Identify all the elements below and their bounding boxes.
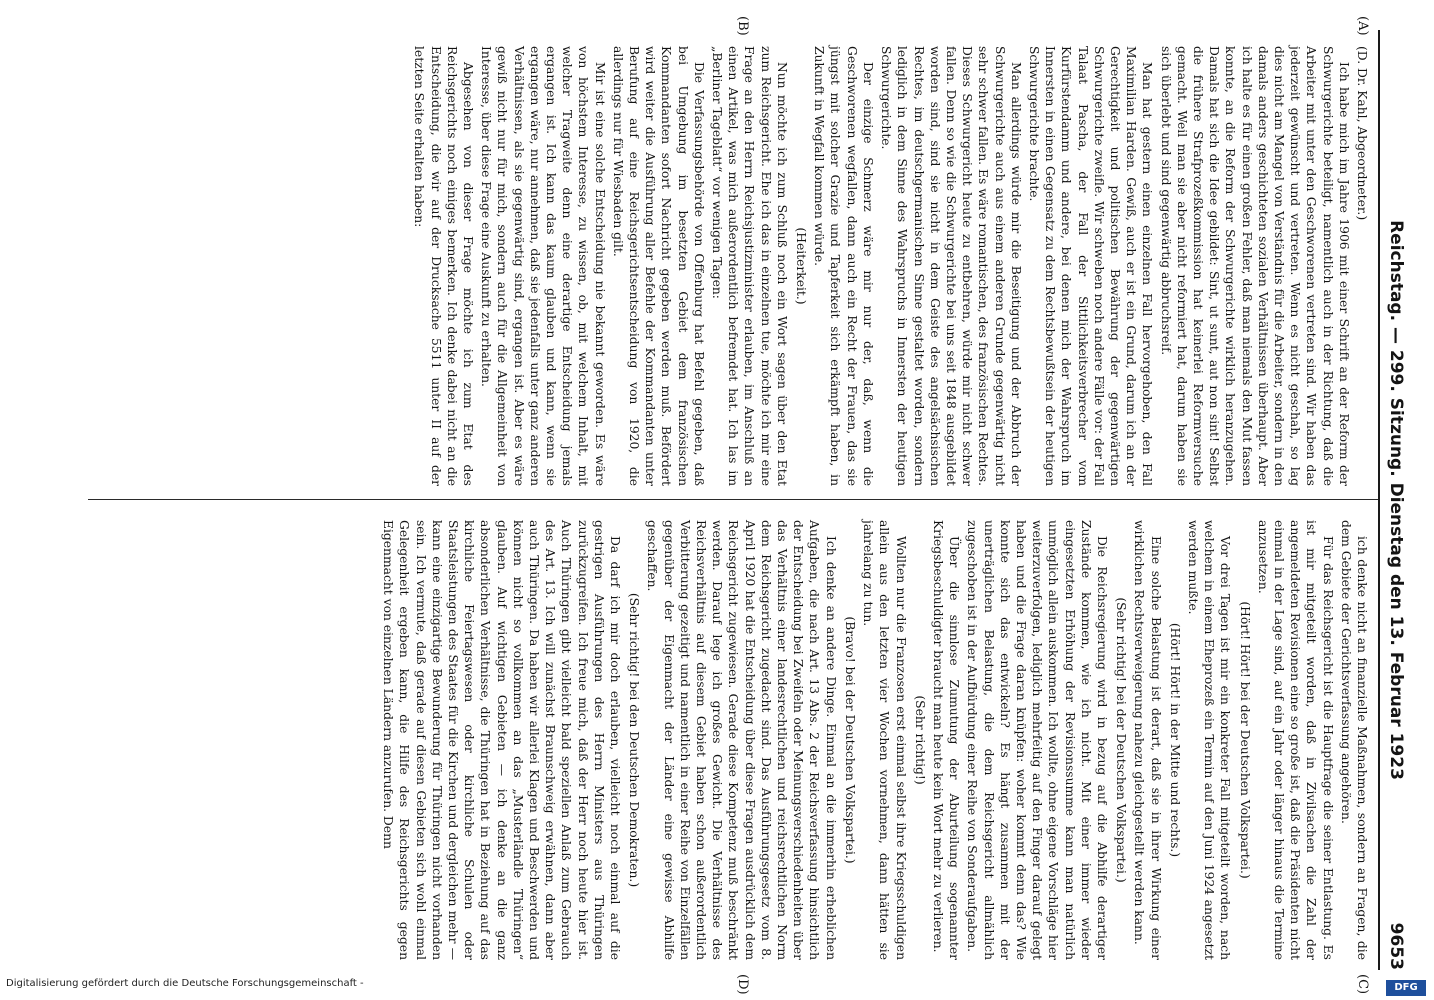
header-rule bbox=[1378, 30, 1380, 970]
paragraph: Vor drei Tagen ist mir ein konkreter Fall mitgeteilt worden, nach welchem in einem Eheprozeß ein Termin auf den Juni 1924 angesetzt werden mußte. bbox=[1185, 520, 1233, 960]
paragraph: Über die sinnlose Zumutung der Aburteilung sogenannter Kriegsbeschuldigter braucht man heute kein Wort mehr zu verlieren. bbox=[930, 520, 962, 960]
left-text-column bbox=[409, 46, 1370, 486]
stage-note: (Sehr richtig!) bbox=[912, 695, 927, 785]
column-divider bbox=[88, 499, 1378, 500]
dfg-logo: DFG bbox=[1386, 980, 1426, 996]
stage-note: (Hört! Hört! bei der Deutschen Volkspartei.) bbox=[1237, 601, 1252, 879]
paragraph: Ich habe mich im Jahre 1906 mit einer Schrift an der Reform der Schwurgerichte beteiligt, namentlich auch in der Richtung, daß die Arbeiter mit unter den Geschworenen vertreten sind. Wir haben das jederzeit gewünscht und vertreten. Wenn es nicht geschah, so lag dies nicht am Mangel von Verständnis für die Arbeiter, sondern in den damals anders geschichteten sozialen Verhältnissen überhaupt. Aber ich halte es für einen großen Fehler, daß man niemals den Mut fassen konnte, an die Reform der Schwurgerichte wirklich heranzugehen. Damals hat sich die Idee gebildet: Sint, ut sunt, aut non sint! Selbst die frühere Strafprozeßkommission hat keinerlei Reformversuche gemacht. Weil man sie aber nicht reformiert hat, darum haben sie sich überlebt und sind gegenwärtig abbruchsreif. bbox=[1158, 46, 1351, 486]
paragraph: Die Reichsregierung wird in bezug auf die Abhilfe derartiger Zustände kommen, wie ich nicht. Mit einer immer wieder eingesetzten Erhöhung der Revisionssumme kann man natürlich unmöglich allein auskommen. Ich wollte, ohne eigene Vorschläge hier weiterzuverfolgen, lediglich mehrfeitig auf den Finger darauf gelegt haben und die Frage daran knüpfen: woher kommt denn das? Wie konnte sich das entwickeln? Es hängt zusammen mit der unerträglichen Belastung, die dem Reichsgericht allmählich zugeschoben ist in der Aufbürdung einer Reihe von Sonderaufgaben. bbox=[965, 520, 1109, 960]
paragraph: Der einzige Schmerz wäre mir nur der, daß, wenn die Geschworenen wegfallen, dann auch ein Recht der Frauen, das sie jüngst mit solcher Grazie und Tapferkeit sich erkämpft haben, in Zukunft in Wegfall kommen würde. bbox=[812, 46, 875, 486]
page-header bbox=[1380, 30, 1406, 970]
margin-marker-d: (D) bbox=[735, 974, 750, 995]
speaker-line: (D. Dr. Kahl, Abgeordneter.) bbox=[1355, 46, 1369, 221]
paragraph: Mir ist eine solche Entscheidung nie bekannt geworden. Es wäre von höchstem Interesse, zu wissen, ob, mit welchem Inhalt, mit welcher Tragweite denn eine derartige Entscheidung jemals ergangen ist. Ich kann das kaum glauben und kann, wenn sie ergangen wäre, nur annehmen, daß sie jedenfalls unter ganz anderen Verhältnissen, als sie gegenwärtig sind, ergangen ist. Aber es wäre gewiß nicht nur für mich, sondern auch für die Allgemeinheit von Interesse, über diese Frage eine Auskunft zu erhalten. bbox=[479, 46, 607, 486]
stage-note: (Heiterkeit.) bbox=[794, 227, 809, 305]
digitization-footer bbox=[0, 978, 1434, 1000]
paragraph: Man hat gestern einen einzelnen Fall hervorgehoben, den Fall Maximilian Harden. Gewiß, auch er ist ein Grund, darum ich an der Gerechtigkeit und politischen Bewährung der gegenwärtigen Schwurgerichte zweifle. Wir schweben noch andere Fälle vor: der Fall Talaat Pascha, der Fall der Sittlichkeitsverbrecher vom Kurfürstendamm und andere, bei denen mich der Wahrspruch im Innersten in einen Gegensatz zu dem Rechtsbewußtsein der heutigen Schwurgerichte brachte. bbox=[1026, 46, 1155, 486]
header-title: Reichstag. — 299. Sitzung. Dienstag den 13. Februar 1923 bbox=[1386, 220, 1406, 780]
stage-note: (Sehr richtig! bei den Deutschen Demokraten.) bbox=[627, 592, 642, 888]
right-text-column bbox=[378, 520, 1370, 960]
margin-marker-b: (B) bbox=[735, 16, 750, 36]
paragraph: Die Verfassungsbehörde von Offenburg hat Befehl gegeben, daß bei Umgebung im besetzten Gebiet dem französischen Kommandanten sofort Nachricht gegeben werden muß. Befördert wird weiter die Ausführung aller Befehle der Kommandanten unter Berufung auf eine Reichsgerichtsentscheidung von 1920, die allerdings nur für Wiesbaden gilt. bbox=[610, 46, 706, 486]
dfg-credit: Digitalisierung gefördert durch die Deutsche Forschungsgemeinschaft - bbox=[6, 978, 364, 989]
paragraph: Da darf ich mir doch erlauben, vielleicht noch einmal auf die gestrigen Ausführungen des Herrn Ministers aus Thüringen zurückzugreifen. Ich freue mich, daß der Herr noch heute hier ist. Auch Thüringen gibt vielleicht bald speziellen Anlaß zum Gebrauch des Art. 13. Ich will zunächst Braunschweig erwähnen, dann aber auch Thüringen. Da haben wir allerlei Klagen und Beschwerden und können nicht so vollkommen an das „Musterländle Thüringen“ glauben. Auf wichtigen Gebieten — ich denke an die ganz absonderlichen Verhältnisse, die Thüringen hat in Beziehung auf das kirchliche Feiertagswesen oder kirchliche Schulen oder Staatsleistungen des Staates für die Kirchen und dergleichen mehr — kann eine einzigartige Bewunderung für Thüringen nicht vorhanden sein. Ich vermute, daß gerade auf diesen Gebieten sich wohl einmal Gelegenheit ergeben kann, die Hilfe des Reichsgerichts gegen Eigenmacht von einzelnen Ländern anzurufen. Denn bbox=[381, 520, 623, 960]
page-number: 9653 bbox=[1386, 922, 1406, 970]
stage-note: (Hört! Hört! in der Mitte und rechts.) bbox=[1167, 622, 1182, 858]
margin-marker-c: (C) bbox=[1355, 974, 1370, 995]
paragraph: Für das Reichsgericht ist die Hauptfrage die seiner Entlastung. Es ist mir mitgeteilt worden, daß in Zivilsachen die Zahl der angemeldeten Revisionen eine so große ist, daß die Präsidenten nicht einmal in der Lage sind, auf ein Jahr oder länger hinaus die Termine anzusetzen. bbox=[1255, 520, 1335, 960]
paragraph: Nun möchte ich zum Schluß noch ein Wort sagen über den Etat zum Reichsgericht. Ehe ich das in einzelnen tue, möchte ich mir eine Frage an den Herrn Reichsjustizminister erlauben, im Anschluß an einen Artikel, was mich außerordentlich befremdet hat. Ich las im „Berliner Tageblatt“ vor wenigen Tagen: bbox=[710, 46, 789, 486]
paragraph: Wollten nur die Franzosen erst einmal selbst ihre Kriegsschuldigen allein aus den letzten vier Wochen vornehmen, dann hätten sie jahrelang zu tun. bbox=[861, 520, 908, 960]
paragraph: ich denke nicht an finanzielle Maßnahmen, sondern an Fragen, die dem Gebiete der Gerichtsverfassung angehören. bbox=[1338, 520, 1369, 960]
stage-note: (Bravo! bei der Deutschen Volkspartei.) bbox=[842, 616, 857, 864]
paragraph: Ich denke an andere Dinge. Einmal an die immerhin erheblichen Aufgaben, die nach Art. 13 Abs. 2 der Reichsverfassung hinsichtlich der Entscheidung bei Zweifeln oder Meinungsverschiedenheiten über das Verhältnis einer landesrechtlichen und reichsrechtlichen Norm dem Reichsgericht zugedacht sind. Das Ausführungsgesetz vom 8. April 1920 hat die Entscheidung über diese Fragen ausdrücklich dem Reichsgericht zugewiesen. Gerade diese Kompetenz muß beschränkt werden. Darauf lege ich großes Gewicht. Die Verhältnisse des Reichsverhältnis auf diesem Gebiet haben schon außerordentlich Verbitterung gezeitigt und namentlich in einer Reihe von Einzelfällen gegenüber der Eigenmacht der Länder eine gewisse Abhilfe geschaffen. bbox=[645, 520, 838, 960]
paragraph: Abgesehen von dieser Frage möchte ich zum Etat des Reichsgerichts noch einiges bemerken. Ich denke dabei nicht an die Entscheidung, die wir auf der Drucksache 5511 unter II auf der letzten Seite erhalten haben: bbox=[412, 46, 476, 486]
stage-note: (Sehr richtig! bei der Deutschen Volkspartei.) bbox=[1114, 597, 1129, 883]
margin-marker-a: (A) bbox=[1355, 16, 1370, 36]
paragraph: Man allerdings würde mir die Beseitigung und der Abbruch der Schwurgerichte auch aus einem anderen Grunde gegenwärtig nicht sehr schwer fallen. Es wäre romantischen, des französischen Rechtes. Dieses Schwurgericht heute zu entbehren, würde mir nicht schwer fallen. Denn so wie die Schwurgerichte bei uns seit 1848 ausgebildet worden sind, sind sie nicht in dem Geiste des angelsächsischen Rechtes, im deutschgermanischen Sinne gestaltet worden, sondern lediglich in dem Sinne des Wahrspruchs in Innersten der heutigen Schwurgerichte. bbox=[879, 46, 1023, 486]
paragraph: Eine solche Belastung ist derart, daß sie in ihrer Wirkung einer wirklichen Rechtsverweigerung nahezu gleichgestellt werden kann. bbox=[1132, 520, 1163, 960]
